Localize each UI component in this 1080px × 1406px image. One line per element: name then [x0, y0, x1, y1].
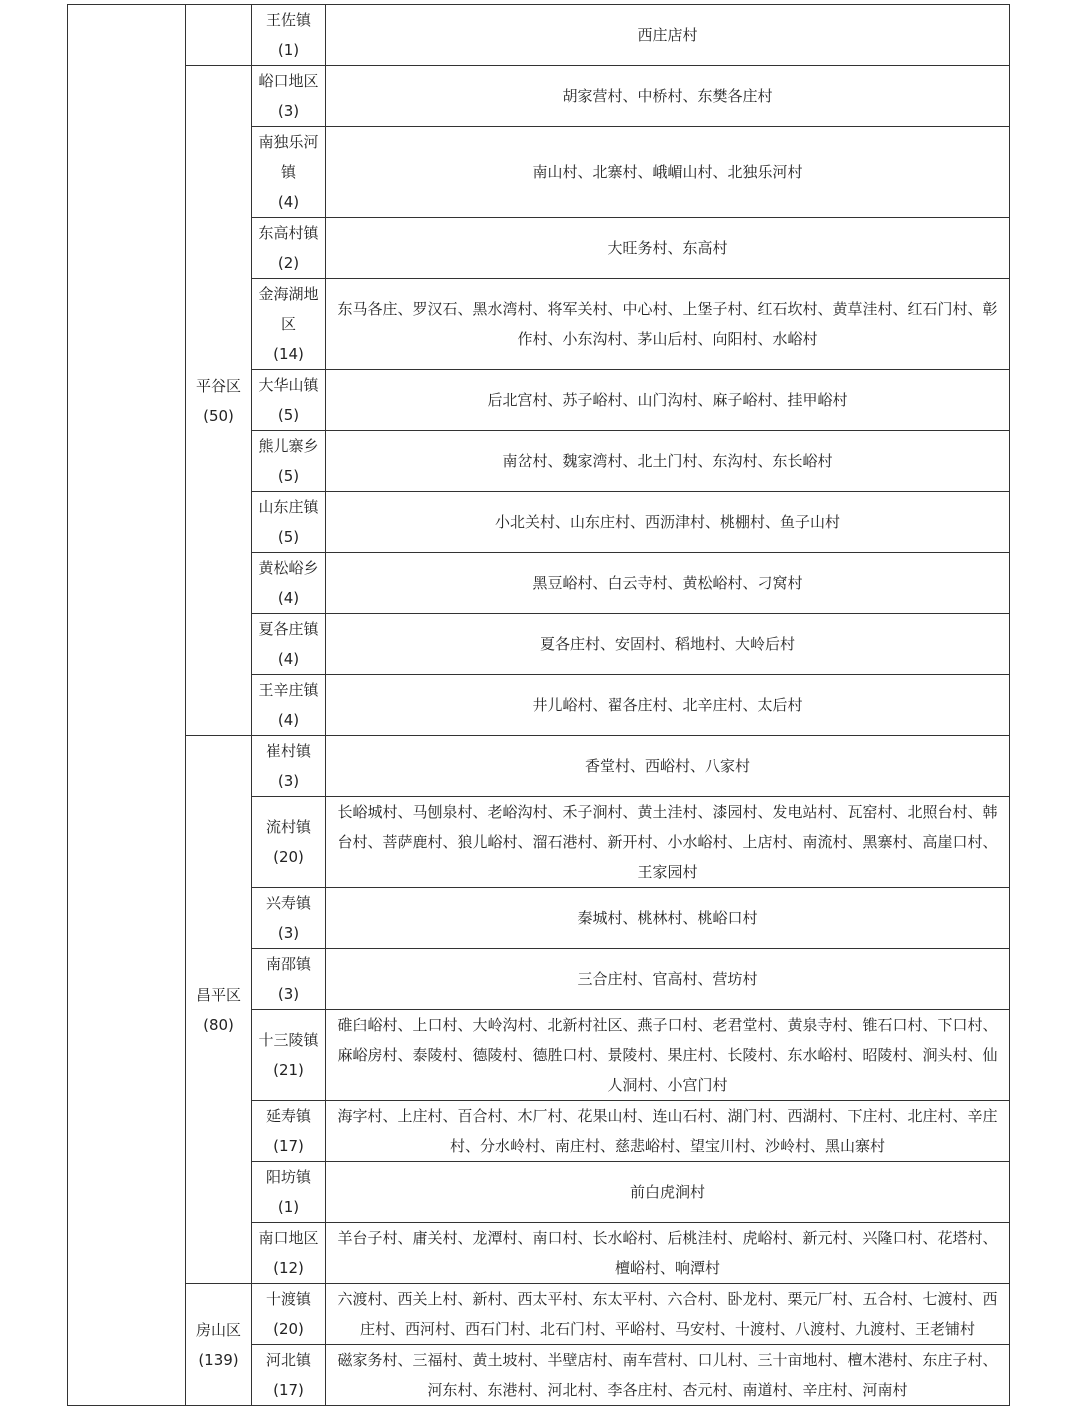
village-list: 三合庄村、官高村、营坊村: [577, 970, 758, 988]
district-name: 昌平区: [195, 985, 241, 1004]
villages-cell: [326, 949, 1010, 1010]
district-cell: [186, 5, 252, 66]
town-row: [68, 1284, 1010, 1345]
town-count: (5): [277, 406, 300, 424]
town-count: (14): [273, 345, 304, 363]
village-list: 前白虎涧村: [629, 1183, 705, 1201]
town-count: (17): [273, 1381, 304, 1399]
villages-cell: [326, 5, 1010, 66]
district-name: 平谷区: [195, 376, 241, 395]
town-count: (12): [273, 1259, 304, 1277]
village-list: 东马各庄、罗汉石、黑水湾村、将军关村、中心村、上堡子村、红石坎村、黄草洼村、红石门村、彰作村、小东沟村、茅山后村、向阳村、水峪村: [337, 300, 998, 348]
village-list: 南岔村、魏家湾村、北土门村、东沟村、东长峪村: [502, 452, 833, 470]
village-list: 碓臼峪村、上口村、大岭沟村、北新村社区、燕子口村、老君堂村、黄泉寺村、锥石口村、下口村、麻峪房村、泰陵村、德陵村、德胜口村、景陵村、果庄村、长陵村、东水峪村、昭陵村、涧头村、仙人洞村、小宫门村: [337, 1016, 998, 1094]
villages-cell: [326, 553, 1010, 614]
town-name: 山东庄镇: [258, 498, 319, 516]
village-list: 长峪城村、马刨泉村、老峪沟村、禾子涧村、黄土洼村、漆园村、发电站村、瓦窑村、北照台村、韩台村、菩萨鹿村、狼儿峪村、溜石港村、新开村、小水峪村、上店村、南流村、黑寨村、高崖口村、王家园村: [337, 803, 998, 881]
town-row: [68, 66, 1010, 127]
town-cell: [252, 675, 326, 736]
district-cell: [186, 736, 252, 1284]
villages-cell: [326, 1345, 1010, 1406]
villages-cell: [326, 1284, 1010, 1345]
town-count: (5): [277, 528, 300, 546]
town-cell: [252, 1345, 326, 1406]
town-name: 东高村镇: [258, 224, 319, 242]
town-row: [68, 5, 1010, 66]
town-name: 流村镇: [265, 818, 311, 836]
town-name: 王辛庄镇: [258, 681, 319, 699]
villages-cell: [326, 797, 1010, 888]
villages-cell: [326, 1101, 1010, 1162]
town-cell: [252, 127, 326, 218]
district-name: 房山区: [195, 1320, 241, 1339]
town-cell: [252, 1223, 326, 1284]
town-cell: [252, 431, 326, 492]
town-name: 河北镇: [265, 1351, 311, 1369]
town-cell: [252, 66, 326, 127]
region-cell: [68, 5, 186, 1406]
villages-cell: [326, 888, 1010, 949]
town-count: (3): [277, 924, 300, 942]
village-list: 大旺务村、东高村: [607, 239, 728, 257]
village-list: 小北关村、山东庄村、西沥津村、桃棚村、鱼子山村: [494, 513, 840, 531]
district-count: (80): [203, 1015, 234, 1034]
villages-cell: [326, 66, 1010, 127]
town-name: 熊儿寨乡: [258, 437, 319, 455]
town-count: (4): [277, 650, 300, 668]
town-name: 王佐镇: [265, 11, 311, 29]
town-cell: [252, 949, 326, 1010]
village-list: 井儿峪村、翟各庄村、北辛庄村、太后村: [532, 696, 803, 714]
town-count: (1): [277, 41, 300, 59]
town-cell: [252, 1010, 326, 1101]
town-name: 十三陵镇: [258, 1031, 319, 1049]
town-count: (3): [277, 985, 300, 1003]
town-count: (4): [277, 589, 300, 607]
town-count: (3): [277, 102, 300, 120]
town-count: (3): [277, 772, 300, 790]
village-list: 香堂村、西峪村、八家村: [584, 757, 750, 775]
town-cell: [252, 492, 326, 553]
town-cell: [252, 1101, 326, 1162]
town-name: 南邵镇: [265, 955, 311, 973]
town-name: 峪口地区: [258, 72, 319, 90]
town-cell: [252, 279, 326, 370]
district-count: (50): [203, 406, 234, 425]
village-list: 秦城村、桃林村、桃峪口村: [577, 909, 758, 927]
town-cell: [252, 1162, 326, 1223]
town-name: 崔村镇: [265, 742, 311, 760]
town-count: (2): [277, 254, 300, 272]
town-name: 阳坊镇: [265, 1168, 311, 1186]
villages-cell: [326, 1010, 1010, 1101]
town-name: 十渡镇: [265, 1290, 311, 1308]
town-name: 夏各庄镇: [258, 620, 319, 638]
town-cell: [252, 1284, 326, 1345]
villages-cell: [326, 218, 1010, 279]
town-count: (5): [277, 467, 300, 485]
town-name: 南口地区: [258, 1229, 319, 1247]
village-list: 磁家务村、三福村、黄土坡村、半壁店村、南车营村、口儿村、三十亩地村、檀木港村、东庄子村、河东村、东港村、河北村、李各庄村、杏元村、南道村、辛庄村、河南村: [337, 1351, 998, 1399]
village-list: 羊台子村、庸关村、龙潭村、南口村、长水峪村、后桃洼村、虎峪村、新元村、兴隆口村、花塔村、檀峪村、响潭村: [337, 1229, 998, 1277]
town-count: (20): [273, 848, 304, 866]
town-name: 南独乐河镇: [258, 133, 319, 181]
villages-cell: [326, 736, 1010, 797]
village-list: 后北宫村、苏子峪村、山门沟村、麻子峪村、挂甲峪村: [487, 391, 848, 409]
town-count: (20): [273, 1320, 304, 1338]
village-list: 南山村、北寨村、峨嵋山村、北独乐河村: [532, 163, 803, 181]
villages-cell: [326, 614, 1010, 675]
villages-cell: [326, 279, 1010, 370]
town-cell: [252, 5, 326, 66]
town-count: (17): [273, 1137, 304, 1155]
town-count: (1): [277, 1198, 300, 1216]
villages-cell: [326, 127, 1010, 218]
town-count: (4): [277, 711, 300, 729]
town-cell: [252, 888, 326, 949]
village-list: 六渡村、西关上村、新村、西太平村、东太平村、六合村、卧龙村、栗元厂村、五合村、七渡村、西庄村、西河村、西石门村、北石门村、平峪村、马安村、十渡村、八渡村、九渡村、王老铺村: [337, 1290, 998, 1338]
town-cell: [252, 797, 326, 888]
village-list: 海字村、上庄村、百合村、木厂村、花果山村、连山石村、湖门村、西湖村、下庄村、北庄村、辛庄村、分水岭村、南庄村、慈悲峪村、望宝川村、沙岭村、黑山寨村: [337, 1107, 998, 1155]
village-list: 西庄店村: [637, 26, 698, 44]
town-count: (21): [273, 1061, 304, 1079]
village-list: 黑豆峪村、白云寺村、黄松峪村、刁窝村: [532, 574, 803, 592]
town-cell: [252, 370, 326, 431]
villages-table-body: [68, 5, 1010, 1406]
village-list: 夏各庄村、安固村、稻地村、大岭后村: [539, 635, 795, 653]
town-name: 延寿镇: [265, 1107, 311, 1125]
villages-cell: [326, 431, 1010, 492]
town-row: [68, 736, 1010, 797]
town-name: 金海湖地区: [258, 285, 319, 333]
town-cell: [252, 218, 326, 279]
villages-cell: [326, 370, 1010, 431]
village-list: 胡家营村、中桥村、东樊各庄村: [562, 87, 773, 105]
villages-cell: [326, 492, 1010, 553]
villages-cell: [326, 675, 1010, 736]
town-cell: [252, 553, 326, 614]
town-name: 兴寿镇: [265, 894, 311, 912]
town-cell: [252, 614, 326, 675]
district-cell: [186, 66, 252, 736]
town-cell: [252, 736, 326, 797]
town-count: (4): [277, 193, 300, 211]
town-name: 大华山镇: [258, 376, 319, 394]
town-name: 黄松峪乡: [258, 559, 319, 577]
district-count: (139): [198, 1350, 239, 1369]
villages-table: [67, 4, 1010, 1406]
villages-cell: [326, 1223, 1010, 1284]
villages-cell: [326, 1162, 1010, 1223]
